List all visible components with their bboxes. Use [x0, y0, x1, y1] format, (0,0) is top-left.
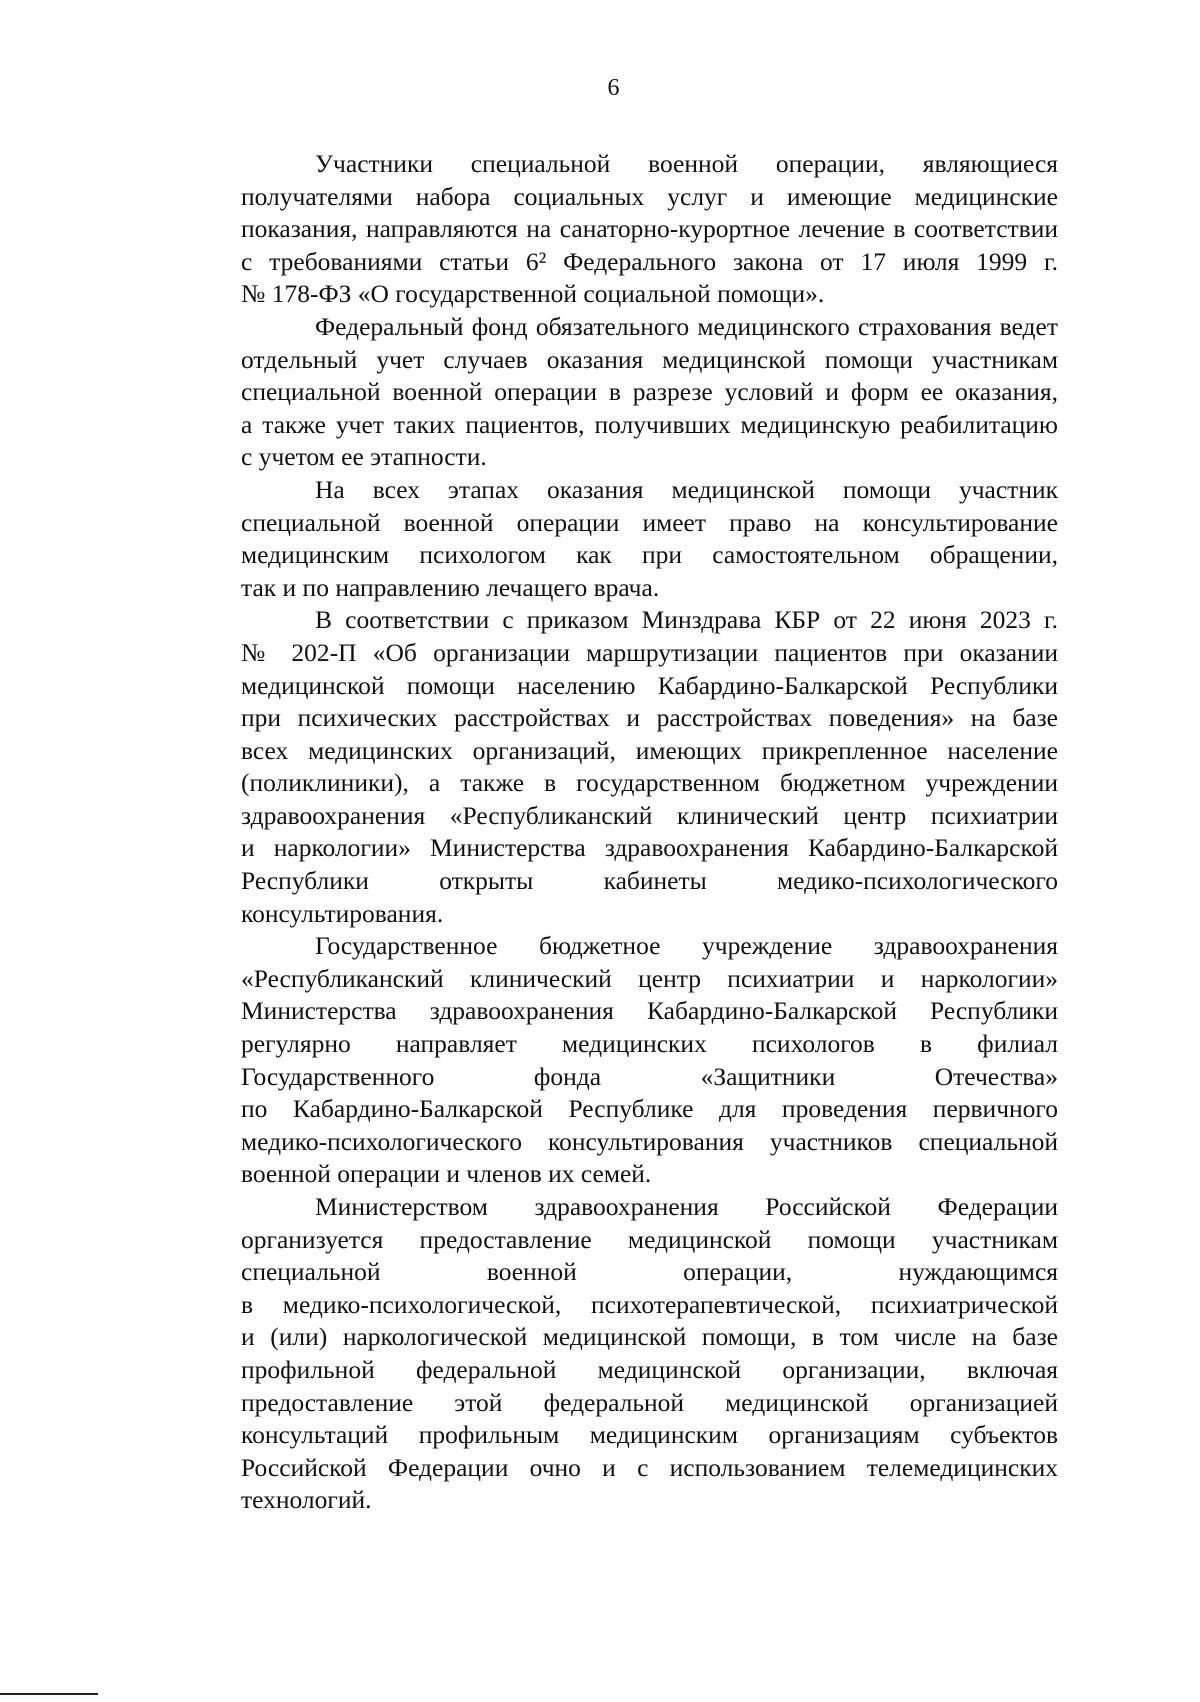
text-line: (поликлиники), а также в государственном бюджетном учреждении [241, 768, 1058, 798]
text-line: по Кабардино-Балкарской Республике для проведения первичного [241, 1094, 1058, 1124]
text-line: На всех этапах оказания медицинской помощи участник [315, 474, 1058, 504]
paragraph-order-kbr [167, 604, 1058, 930]
text-line: Федеральный фонд обязательного медицинского страхования ведет [315, 311, 1058, 341]
text-line: «Республиканский клинический центр психиатрии и наркологии» [241, 963, 1058, 993]
page-number: 6 [607, 75, 620, 101]
text-line: медицинским психологом как при самостоятельном обращении, [241, 540, 1058, 570]
text-line: Российской Федерации очно и с использованием телемедицинских [241, 1452, 1058, 1482]
text-line: с требованиями статьи 6² Федерального закона от 17 июля 1999 г. [241, 246, 1058, 276]
text-line: Министерства здравоохранения Кабардино-Балкарской Республики [241, 996, 1058, 1026]
text-line: консультирования. [241, 898, 444, 928]
text-line: медико-психологического консультирования участников специальной [241, 1126, 1058, 1156]
paragraph-psychiatry-center [167, 930, 1058, 1191]
text-line: предоставление этой федеральной медицинской организацией [241, 1387, 1058, 1417]
text-line: консультаций профильным медицинским организациям субъектов [241, 1420, 1058, 1450]
text-line: специальной военной операции, нуждающимся [241, 1257, 1058, 1287]
text-line: № 178-ФЗ «О государственной социальной помощи». [241, 279, 825, 309]
document-body [167, 148, 1058, 1517]
text-line: организуется предоставление медицинской помощи участникам [241, 1224, 1058, 1254]
text-line: специальной военной операции в разрезе условий и форм ее оказания, [241, 377, 1058, 407]
text-line: а также учет таких пациентов, получивших медицинскую реабилитацию [241, 409, 1058, 439]
text-line: Государственного фонда «Защитники Отечества» [241, 1061, 1058, 1091]
paragraph-insurance-fund [167, 311, 1058, 474]
text-line: при психических расстройствах и расстройствах поведения» на базе [241, 703, 1058, 733]
text-line: профильной федеральной медицинской организации, включая [241, 1354, 1058, 1384]
text-line: здравоохранения «Республиканский клинический центр психиатрии [241, 800, 1058, 830]
text-line: всех медицинских организаций, имеющих прикрепленное население [241, 735, 1058, 765]
text-line: Государственное бюджетное учреждение здравоохранения [315, 931, 1058, 961]
text-line: и (или) наркологической медицинской помощи, в том числе на базе [241, 1322, 1058, 1352]
text-line: № 202-П «Об организации маршрутизации пациентов при оказании [241, 637, 1058, 667]
text-line: регулярно направляет медицинских психологов в филиал [241, 1029, 1058, 1059]
text-line: отдельный учет случаев оказания медицинской помощи участникам [241, 344, 1058, 374]
text-line: в медико-психологической, психотерапевтической, психиатрической [241, 1289, 1058, 1319]
scan-edge-mark [0, 1693, 98, 1695]
paragraph-psychologist [167, 474, 1058, 604]
text-line: получателями набора социальных услуг и имеющие медицинские [241, 181, 1058, 211]
text-line: с учетом ее этапности. [241, 442, 487, 472]
text-line: В соответствии с приказом Минздрава КБР от 22 июня 2023 г. [315, 605, 1058, 635]
paragraph-sanatorium [167, 148, 1058, 311]
text-line: показания, направляются на санаторно-курортное лечение в соответствии [241, 214, 1058, 244]
text-line: и наркологии» Министерства здравоохранения Кабардино-Балкарской [241, 833, 1058, 863]
paragraph-ministry-federation [167, 1191, 1058, 1517]
text-line: технологий. [241, 1485, 372, 1515]
text-line: так и по направлению лечащего врача. [241, 572, 660, 602]
text-line: Республики открыты кабинеты медико-психологического [241, 866, 1058, 896]
text-line: Министерством здравоохранения Российской Федерации [315, 1192, 1058, 1221]
text-line: медицинской помощи населению Кабардино-Балкарской Республики [241, 670, 1058, 700]
text-line: военной операции и членов их семей. [241, 1159, 652, 1189]
text-line: Участники специальной военной операции, являющиеся [315, 149, 1058, 178]
text-line: специальной военной операции имеет право на консультирование [241, 507, 1058, 537]
